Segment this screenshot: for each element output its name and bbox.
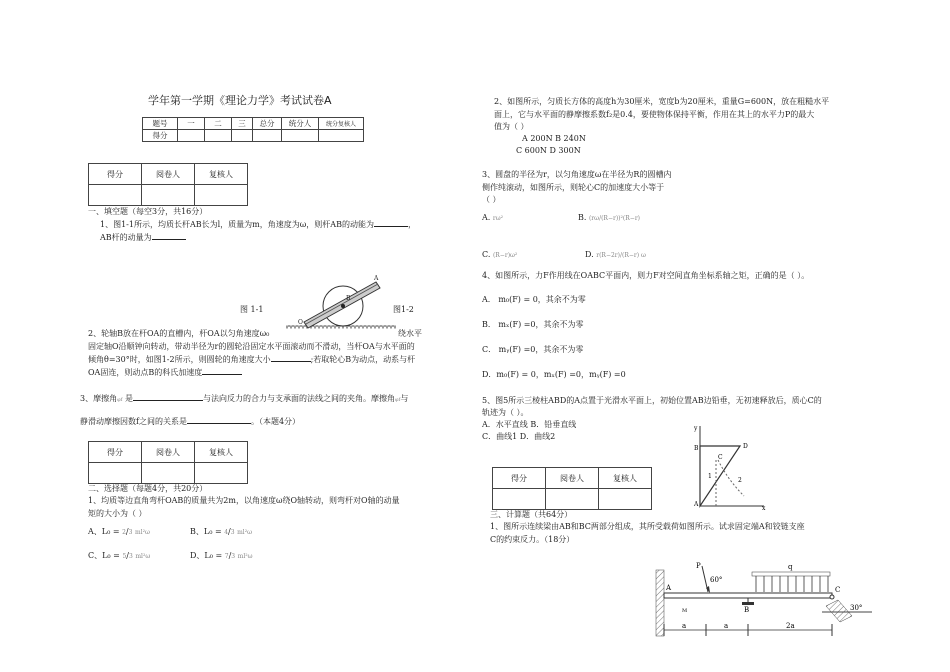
s1-q1-line2: AB杆的动量为 [100,232,186,244]
section1-heading: 一、填空题（每空3分，共16分） [88,207,208,216]
r-q3-b: B. (rω/(R−r))²(R−r) [578,213,641,222]
label-curve-2: 2 [738,477,742,484]
figure-beam [652,560,884,670]
svg-text:A: A [374,275,379,282]
fig-label-B: B [744,606,750,614]
score-row-label: 得分 [143,130,178,142]
r-q2-line3: 值为（ ） [494,122,529,131]
label-D: D [743,443,748,450]
r-q5-line1: 5、图5所示三棱柱ABD的A点置于光滑水平面上，初始位置AB边铅垂，无初速释放后，质心C的 [482,396,822,405]
page-title: 学年第一学期《理论力学》考试试卷A [148,94,332,107]
grader-header: 阅卷人 [142,442,195,463]
label-B: B [694,445,699,452]
r-q5-opts2: C．曲线1 D．曲线2 [482,432,556,441]
r-q3-a: A. rω² [482,213,504,222]
grader-header: 阅卷人 [546,468,599,489]
fig-label-A: A [666,584,672,592]
r-q2-opts2: C 600N D 300N [516,146,581,155]
axis-y-label: y [694,425,698,432]
grader-header: 复核人 [195,442,248,463]
fig-label-1-1: 图 1-1 [240,305,264,314]
figure-prism [688,420,768,512]
s1-q2-line1: 2、轮轴B放在杆OA的直槽内，杆OA以匀角速度ω₀ [88,329,270,338]
grader-header: 复核人 [599,468,652,489]
s2-q1-line1: 1、均质等边直角弯杆OAB的质量共为2m，以角速度ω绕O轴转动，则弯杆对O轴的动量 [88,496,400,505]
option-a: A、L₀ = 2/3 ml²ω [88,527,150,536]
option-d: D、L₀ = 7/3 ml²ω [190,551,253,560]
r-q4-d: D．m₀(F) = 0，mₓ(F) =0，mᵧ(F) =0 [482,370,626,379]
score-header: 总分 [253,118,282,130]
s3-q1-line2: C的约束反力。（18分） [490,535,575,544]
section2-heading: 二、选择题（每题4分，共20分） [88,484,208,493]
fig-label-1-2: 图1-2 [393,305,414,314]
option-b: B、L₀ = 4/3 ml²ω [190,527,253,536]
fig-label-q: q [788,563,793,571]
s1-q3-line2: 静滑动摩擦因数f之间的关系是 。（本题4分） [80,417,301,426]
s1-q2-line1b: 绕水平 [398,329,422,338]
score-header: 统分复核人 [319,118,364,130]
grader-header: 得分 [89,164,142,185]
fig-label-C: C [835,586,841,594]
fig-label-60: 60° [710,576,723,584]
dim-a-1: a [682,622,687,630]
grader-header: 得分 [89,442,142,463]
r-q3-d: D. r(R−2r)/(R−r) ω [585,250,646,259]
s1-q2-line4: OA固连，则动点B的科氏加速度 [88,367,242,379]
r-q3-c: C. (R−r)ω² [482,250,518,259]
axis-x-label: x [762,505,766,512]
figure-1-2 [286,272,396,332]
grader-table-2 [88,441,248,484]
r-q2-opts1: A 200N B 240N [522,134,586,143]
grader-header: 阅卷人 [142,164,195,185]
grader-header: 得分 [493,468,546,489]
grader-header: 复核人 [195,164,248,185]
section3-heading: 三、计算题（共64分） [490,510,573,519]
svg-text:O: O [298,319,303,326]
r-q4-c: C． mᵧ(F) =0，其余不为零 [482,345,584,354]
dim-2a: 2a [786,622,795,630]
fig-label-P: P [696,562,701,570]
r-q4-a: A． m₀(F) = 0，其余不为零 [482,295,586,304]
label-A: A [694,501,699,508]
r-q3-line3: （ ） [482,195,501,204]
r-q4-line: 4、如图所示，力F作用线在OABC平面内，则力F对空间直角坐标系轴之矩，正确的是（ ）。 [482,271,810,280]
score-header: 三 [232,118,253,130]
grader-table-1 [88,163,248,206]
option-c: C、L₀ = 5/3 ml²ω [88,551,151,560]
s1-q2-line2: 固定轴O沿顺钟向转动，带动半径为r的圆轮沿固定水平面滚动而不滑动，当杆OA与水平面的 [88,342,415,351]
r-q3-line2: 侧作纯滚动，如图所示，则轮心C的加速度大小等于 [482,183,665,192]
grader-table-3 [492,467,652,510]
s3-q1-line1: 1、图所示连续梁由AB和BC两部分组成，其所受载荷如图所示。试求固定端A和铰链支座 [490,522,805,531]
dim-a-2: a [724,622,729,630]
r-q5-line2: 轨迹为（ ）。 [482,408,529,417]
score-header: 二 [205,118,232,130]
r-q2-line1: 2、如图所示，匀质长方体的高度h为30厘米，宽度b为20厘米，重量G=600N，放在粗糙水平 [494,97,830,106]
score-header: 统分人 [282,118,319,130]
svg-text:B: B [346,295,351,302]
r-q2-line2: 面上，它与水平面的静摩擦系数f₂是0.4，要使物体保持平衡，作用在其上的水平力P的最大 [494,110,815,119]
s1-q3-line1: 3、摩擦角φf 是 与法向反力的合力与支承面的法线之间的夹角。摩擦角φf与 [80,394,409,403]
label-curve-1: 1 [708,473,712,480]
s2-q1-line2: 矩的大小为（ ） [88,509,147,518]
fig-label-30: 30° [850,604,863,612]
fig-label-M: M [682,608,688,614]
s1-q1-line1: 1、图1-1所示，均质长杆AB长为l，质量为m，角速度为ω，则杆AB的动能为 ， [100,220,416,229]
r-q4-b: B． mₓ(F) =0，其余不为零 [482,320,584,329]
r-q3-line1: 3、圆盘的半径为r，以匀角速度ω在半径为R的圆槽内 [482,170,672,179]
s1-q2-line3: 倾角θ=30°时，如图1-2所示，则圆轮的角速度大小 ;若取轮心B为动点，动系与杆 [88,355,416,364]
score-header: 题号 [143,118,178,130]
score-table [142,117,364,142]
r-q5-opts1: A．水平直线 B．铅垂直线 [482,420,577,429]
score-header: 一 [178,118,205,130]
label-C: C [718,454,723,461]
